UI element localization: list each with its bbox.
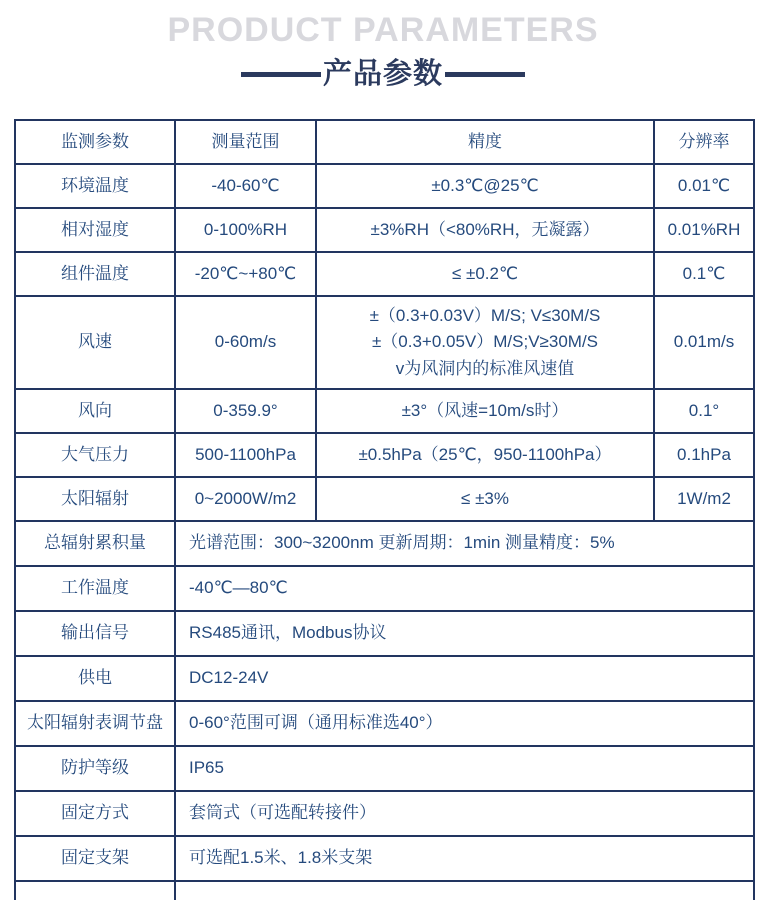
table-row	[15, 791, 754, 836]
table-row	[15, 208, 754, 252]
accuracy-line: v为风洞内的标准风速值	[395, 358, 575, 378]
param-name-cell: 风向	[15, 389, 175, 433]
spec-value-cell: 可选配1.5米、1.8米支架	[175, 836, 754, 881]
header-cell-param: 监测参数	[15, 120, 175, 164]
resolution-cell: 0.01%RH	[654, 208, 754, 252]
accuracy-line: ±（0.3+0.05V）M/S;V≥30M/S	[371, 332, 599, 352]
param-name-cell: 环境温度	[15, 164, 175, 208]
table-row	[15, 433, 754, 477]
range-cell: -40-60℃	[175, 164, 316, 208]
parameters-table	[14, 119, 755, 900]
accuracy-cell: ±3°（风速=10m/s时）	[316, 389, 654, 433]
range-cell: 0~2000W/m2	[175, 477, 316, 521]
resolution-cell: 0.1°	[654, 389, 754, 433]
range-cell: 500-1100hPa	[175, 433, 316, 477]
resolution-cell: 0.01℃	[654, 164, 754, 208]
spec-name-cell: 防护等级	[15, 746, 175, 791]
accuracy-line: ±（0.3+0.03V）M/S; V≤30M/S	[369, 305, 601, 325]
accuracy-cell: ±3%RH（<80%RH，无凝露）	[316, 208, 654, 252]
range-cell: -20℃~+80℃	[175, 252, 316, 296]
title-dash-right	[445, 72, 525, 77]
accuracy-cell	[316, 296, 654, 389]
table-row-cutoff	[15, 881, 754, 900]
table-row	[15, 566, 754, 611]
page-title-row	[0, 57, 766, 91]
spec-value-cell: 0-60°范围可调（通用标准选40°）	[175, 701, 754, 746]
spec-name-cell: 总辐射累积量	[15, 521, 175, 566]
header-cell-accuracy: 精度	[316, 120, 654, 164]
accuracy-cell: ≤ ±0.2℃	[316, 252, 654, 296]
spec-value-cell: DC12-24V	[175, 656, 754, 701]
range-cell: 0-60m/s	[175, 296, 316, 389]
param-name-cell: 太阳辐射	[15, 477, 175, 521]
table-row	[15, 164, 754, 208]
header-cell-range: 测量范围	[175, 120, 316, 164]
spec-value-cell: -40℃—80℃	[175, 566, 754, 611]
spec-name-cell: 固定方式	[15, 791, 175, 836]
spec-name-cell: 输出信号	[15, 611, 175, 656]
table-row	[15, 477, 754, 521]
param-name-cell: 风速	[15, 296, 175, 389]
spec-value-cell	[175, 881, 754, 900]
spec-name-cell: 工作温度	[15, 566, 175, 611]
resolution-cell: 0.1hPa	[654, 433, 754, 477]
accuracy-cell: ≤ ±3%	[316, 477, 654, 521]
spec-name-cell	[15, 881, 175, 900]
accuracy-cell: ±0.3℃@25℃	[316, 164, 654, 208]
table-row	[15, 389, 754, 433]
spec-name-cell: 固定支架	[15, 836, 175, 881]
spec-name-cell: 供电	[15, 656, 175, 701]
page-title-en: PRODUCT PARAMETERS	[167, 11, 599, 49]
accuracy-cell: ±0.5hPa（25℃，950-1100hPa）	[316, 433, 654, 477]
resolution-cell: 1W/m2	[654, 477, 754, 521]
table-row	[15, 611, 754, 656]
resolution-cell: 0.01m/s	[654, 296, 754, 389]
title-dash-left	[241, 72, 321, 77]
table-row	[15, 656, 754, 701]
table-row	[15, 746, 754, 791]
spec-value-cell: IP65	[175, 746, 754, 791]
resolution-cell: 0.1℃	[654, 252, 754, 296]
spec-value-cell: RS485通讯，Modbus协议	[175, 611, 754, 656]
table-row	[15, 252, 754, 296]
param-name-cell: 组件温度	[15, 252, 175, 296]
page-header	[0, 0, 766, 91]
range-cell: 0-359.9°	[175, 389, 316, 433]
range-cell: 0-100%RH	[175, 208, 316, 252]
header-cell-resolution: 分辨率	[654, 120, 754, 164]
spec-name-cell: 太阳辐射表调节盘	[15, 701, 175, 746]
param-name-cell: 相对湿度	[15, 208, 175, 252]
table-header-row	[15, 120, 754, 164]
page-title-zh: 产品参数	[322, 58, 443, 90]
param-name-cell: 大气压力	[15, 433, 175, 477]
table-row	[15, 701, 754, 746]
table-row	[15, 836, 754, 881]
table-row	[15, 521, 754, 566]
spec-value-cell: 套筒式（可选配转接件）	[175, 791, 754, 836]
table-row	[15, 296, 754, 389]
spec-value-cell: 光谱范围：300~3200nm 更新周期：1min 测量精度：5%	[175, 521, 754, 566]
